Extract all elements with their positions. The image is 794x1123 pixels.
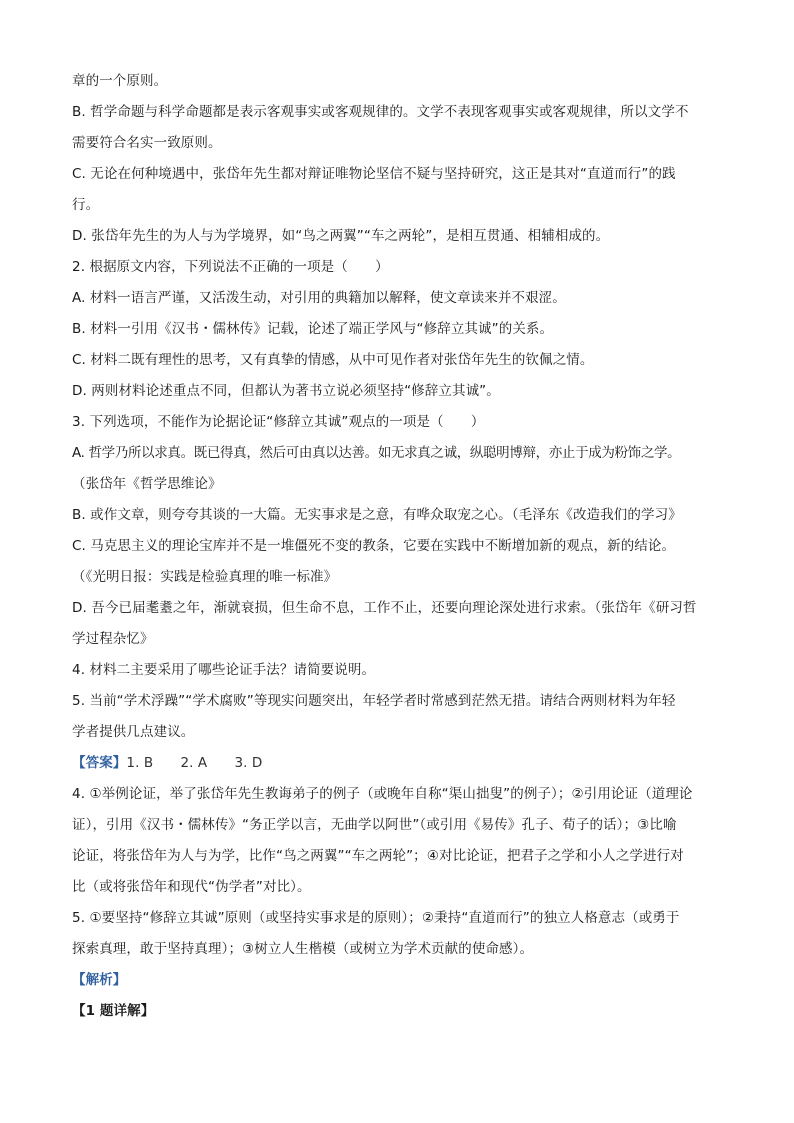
text-line: 学过程杂忆》 — [72, 631, 154, 647]
answer-line: 5. ①要坚持“修辞立其诚”原则（或坚持实事求是的原则）；②秉持“直道而行”的独立人格意志（或勇于 — [72, 910, 680, 926]
answer-label: 【答案】 — [72, 755, 127, 771]
analysis-label: 【解析】 — [72, 972, 127, 988]
answer-line: 比（或将张岱年和现代“伪学者”对比）。 — [72, 879, 311, 895]
text-line: （《光明日报：实践是检验真理的唯一标准》 — [72, 569, 338, 585]
option-c: C. 材料二既有理性的思考，又有真挚的情感，从中可见作者对张岱年先生的钦佩之情。 — [72, 352, 594, 368]
text-line: （张岱年《哲学思维论》 — [72, 476, 222, 492]
text-line: C. 无论在何种境遇中，张岱年先生都对辩证唯物论坚信不疑与坚持研究，这正是其对“直道而行”的践 — [72, 166, 676, 182]
option-a: A. 哲学乃所以求真。既已得真，然后可由真以达善。如无求真之诚，纵聪明博辩，亦止于成为粉饰之学。 — [72, 445, 681, 461]
answer-line: 证），引用《汉书・儒林传》“务正学以言，无曲学以阿世”（或引用《易传》孔子、荀子的话）；③比喻 — [72, 817, 677, 833]
answer-line: 论证，将张岱年为人与为学，比作“鸟之两翼”“车之两轮”；④对比论证，把君子之学和小人之学进行对 — [72, 848, 684, 864]
text-line: 学者提供几点建议。 — [72, 724, 195, 740]
answer-line: 4. ①举例论证，举了张岱年先生教诲弟子的例子（或晚年自称“渠山拙叟”的例子）；②引用论证（道理论 — [72, 786, 693, 802]
answer-line: 探索真理，敢于坚持真理）；③树立人生楷模（或树立为学术贡献的使命感）。 — [72, 941, 534, 957]
question-3: 3. 下列选项，不能作为论据论证“修辞立其诚”观点的一项是（ ） — [72, 414, 485, 430]
option-d: D. 吾今已届耄耋之年，渐就衰损，但生命不息，工作不止，还要向理论深处进行求索。（张岱年《研习哲 — [72, 600, 697, 616]
answer-text: 1. B 2. A 3. D — [126, 755, 263, 771]
text-line: 需要符合名实一致原则。 — [72, 135, 222, 151]
option-a: A. 材料一语言严谨，又活泼生动，对引用的典籍加以解释，使文章读来并不艰涩。 — [72, 290, 566, 306]
answer-row — [72, 748, 722, 779]
option-b: B. 或作文章，则夸夸其谈的一大篇。无实事求是之意，有哗众取宠之心。（毛泽东《改造我们的学习》 — [72, 507, 682, 523]
text-line: 行。 — [72, 197, 100, 213]
question-5: 5. 当前“学术浮躁”“学术腐败”等现实问题突出，年轻学者时常感到茫然无措。请结合两则材料为年轻 — [72, 693, 676, 709]
document-body — [72, 66, 722, 1027]
option-d: D. 两则材料论述重点不同，但都认为著书立说必须坚持“修辞立其诚”。 — [72, 383, 500, 399]
detail-label: 【1 题详解】 — [72, 1003, 155, 1019]
question-4: 4. 材料二主要采用了哪些论证手法？请简要说明。 — [72, 662, 376, 678]
text-line: D. 张岱年先生的为人与为学境界，如“鸟之两翼”“车之两轮”，是相互贯通、相辅相成的。 — [72, 228, 610, 244]
text-line: B. 哲学命题与科学命题都是表示客观事实或客观规律的。文学不表现客观事实或客观规律，所以文学不 — [72, 104, 689, 120]
option-b: B. 材料一引用《汉书・儒林传》记载，论述了端正学风与“修辞立其诚”的关系。 — [72, 321, 554, 337]
question-2: 2. 根据原文内容，下列说法不正确的一项是（ ） — [72, 259, 389, 275]
text-line: 章的一个原则。 — [72, 73, 168, 89]
option-c: C. 马克思主义的理论宝库并不是一堆僵死不变的教条，它要在实践中不断增加新的观点，新的结论。 — [72, 538, 676, 554]
